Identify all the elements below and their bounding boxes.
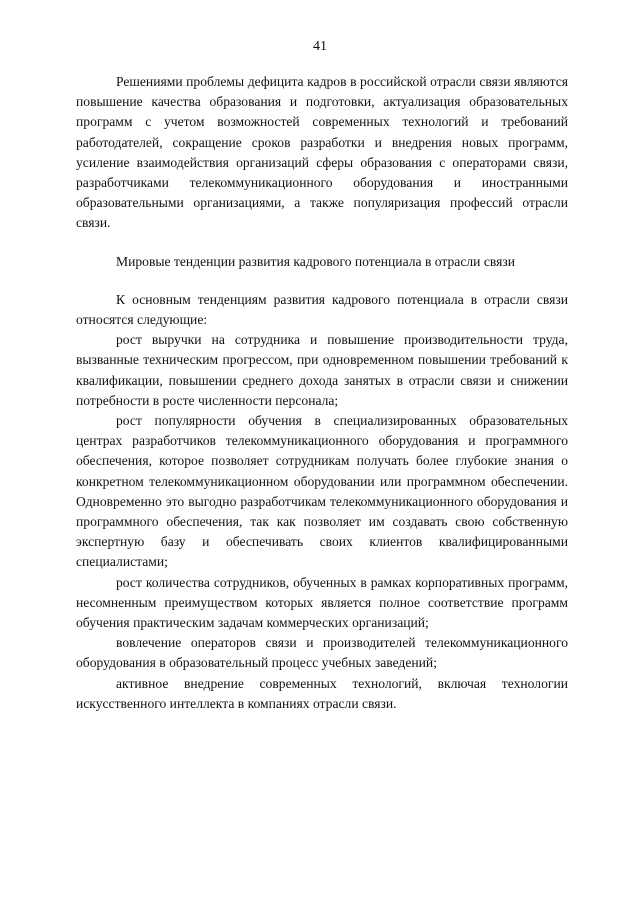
trend-item-operators-involvement: вовлечение операторов связи и производителей телекоммуникационного оборудования в образовательный процесс учебных заведений; — [76, 635, 568, 671]
trend-item-vendor-training: рост популярности обучения в специализированных образовательных центрах разработчиков телекоммуникационного оборудования и программного обеспечения, которое позволяет сотрудникам получать более глубокие знания о конкретном телекоммуникационном оборудовании или программном обеспечении. Одновременно это выгодно разработчикам телекоммуникационного оборудования и программного обеспечения, так как позволяет им создавать свою собственную экспертную базу и обеспечивать своих клиентов квалифицированными специалистами; — [76, 413, 568, 570]
trend-item-ai-adoption: активное внедрение современных технологий, включая технологии искусственного интеллекта в компаниях отрасли связи. — [76, 675, 568, 711]
trend-item-revenue: рост выручки на сотрудника и повышение производительности труда, вызванные техническим прогрессом, при одновременном повышении требований к квалификации, повышении среднего дохода занятых в отрасли связи и снижении потребности в росте численности персонала; — [76, 332, 568, 408]
section-heading: Мировые тенденции развития кадрового потенциала в отрасли связи — [116, 253, 515, 269]
section-paragraph-lead: К основным тенденциям развития кадрового потенциала в отрасли связи относятся следующие: — [76, 291, 568, 328]
page-number: 41 — [313, 39, 327, 54]
trend-item-corporate-programs: рост количества сотрудников, обученных в рамках корпоративных программ, несомненным преимуществом которых является полное соответствие программ обучения практическим задачам коммерческих организаций; — [76, 574, 568, 631]
page-content — [76, 72, 568, 714]
intro-paragraph: Решениями проблемы дефицита кадров в российской отрасли связи являются повышение качества образования и подготовки, актуализация образовательных программ с учетом возможностей современных технологий и требований работодателей, сокращение сроков разработки и внедрения новых программ, усиление взаимодействия организаций сферы образования с операторами связи, разработчиками телекоммуникационного оборудования и иностранными образовательными организациями, а также популяризация профессий отрасли связи. — [76, 74, 568, 231]
